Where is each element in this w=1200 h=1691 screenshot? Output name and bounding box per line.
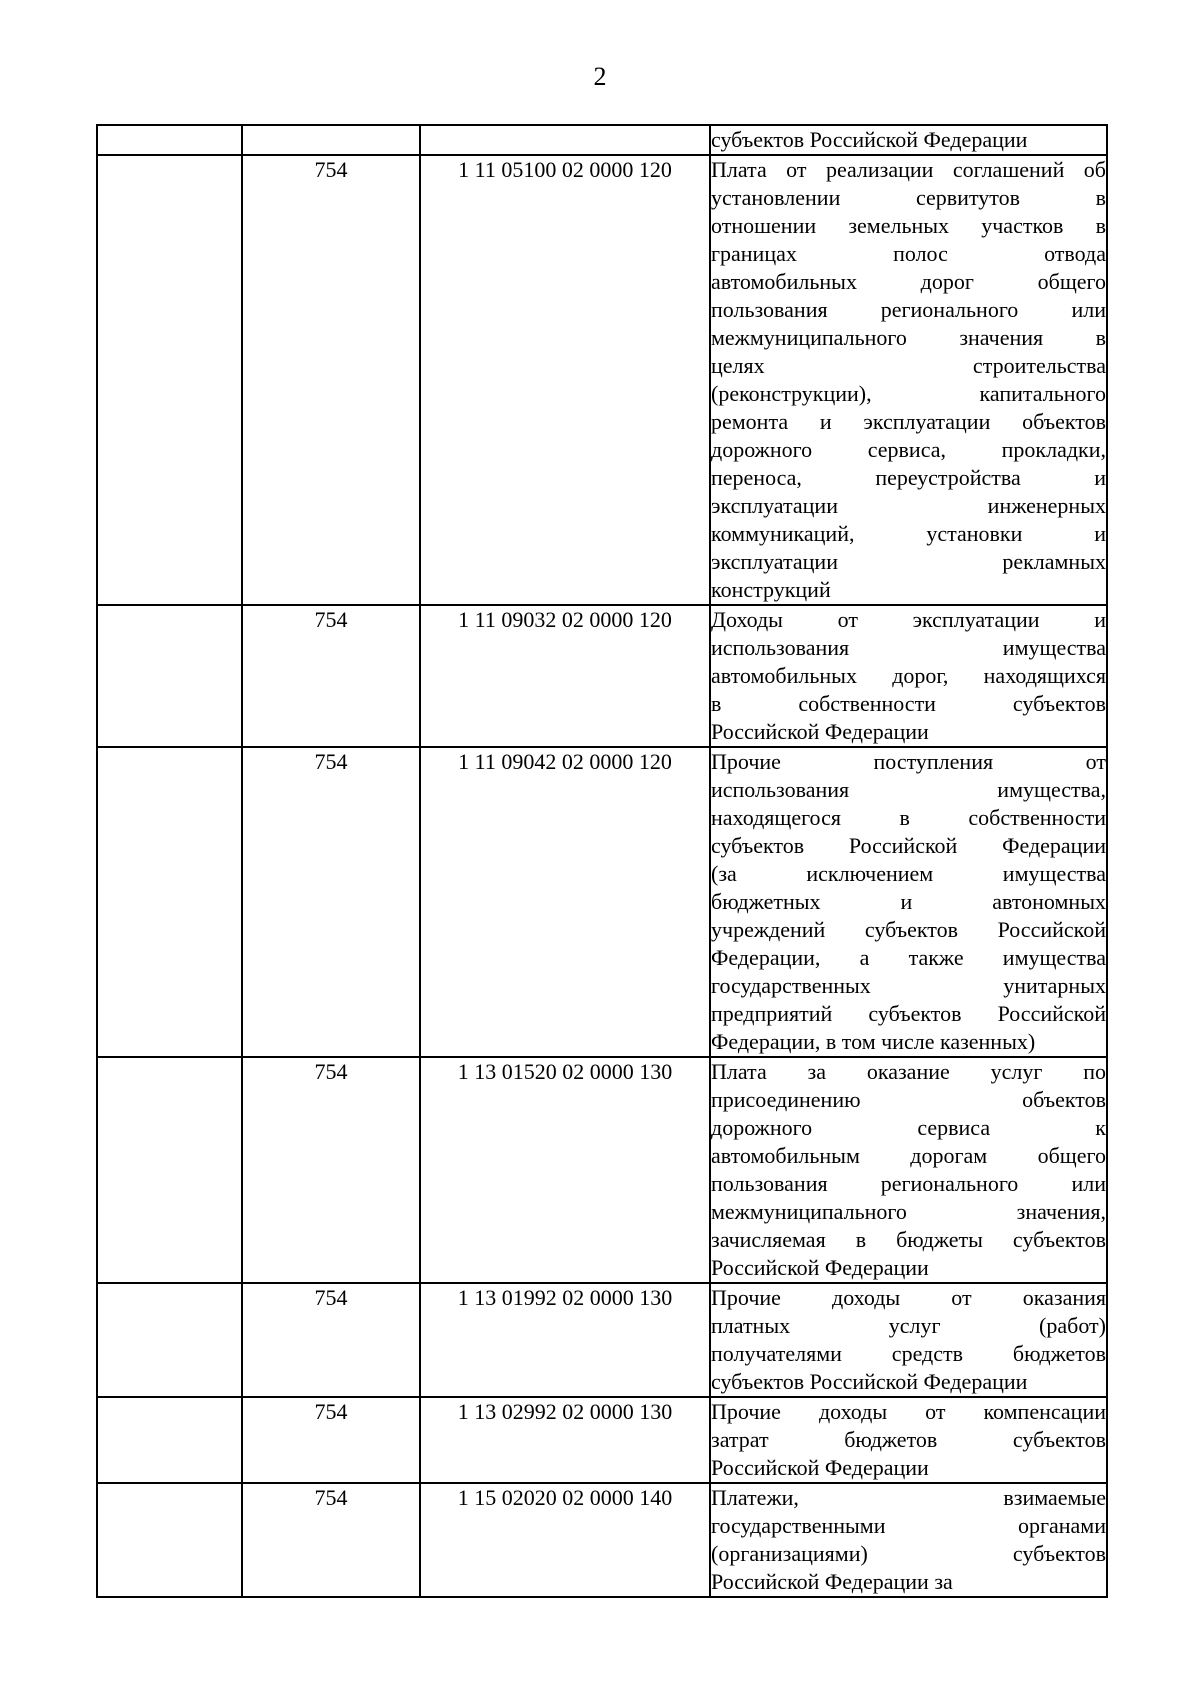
description-line: границах полос отвода	[711, 241, 1106, 266]
admin-code-cell: 754	[242, 155, 420, 605]
page-number: 2	[593, 62, 607, 91]
description-cell	[710, 747, 1107, 1057]
row-blank-cell	[97, 1397, 242, 1483]
budget-code-cell	[420, 125, 710, 155]
description-line: получателями средств бюджетов	[711, 1341, 1106, 1366]
table-row	[97, 1483, 1107, 1597]
description-line: дорожного сервиса к	[711, 1115, 1106, 1140]
description-line: пользования регионального или	[711, 1171, 1106, 1196]
table-row	[97, 155, 1107, 605]
description-line: субъектов Российской Федерации	[711, 1369, 1028, 1394]
description-line: (реконструкции), капитального	[711, 381, 1106, 406]
description-line: затрат бюджетов субъектов	[711, 1427, 1106, 1452]
description-line: предприятий субъектов Российской	[711, 1001, 1106, 1026]
description-line: Федерации, а также имущества	[711, 945, 1106, 970]
description-line: использования имущества	[711, 635, 1106, 660]
budget-code-cell: 1 11 09042 02 0000 120	[420, 747, 710, 1057]
description-line: Российской Федерации за	[711, 1569, 953, 1594]
description-line: Плата за оказание услуг по	[711, 1059, 1106, 1084]
description-line: автомобильным дорогам общего	[711, 1143, 1106, 1168]
description-line: Российской Федерации	[711, 1255, 929, 1280]
revenue-codes-table	[96, 124, 1108, 1598]
description-line: переноса, переустройства и	[711, 465, 1106, 490]
description-cell	[710, 1057, 1107, 1283]
description-line: ремонта и эксплуатации объектов	[711, 409, 1106, 434]
admin-code-cell: 754	[242, 1397, 420, 1483]
description-line: Российской Федерации	[711, 1455, 929, 1480]
budget-code-cell: 1 15 02020 02 0000 140	[420, 1483, 710, 1597]
description-line: Прочие поступления от	[711, 749, 1106, 774]
description-line: пользования регионального или	[711, 297, 1106, 322]
description-line: учреждений субъектов Российской	[711, 917, 1106, 942]
admin-code-cell	[242, 125, 420, 155]
description-cell	[710, 125, 1107, 155]
description-line: (организациями) субъектов	[711, 1541, 1106, 1566]
budget-code-cell: 1 13 01520 02 0000 130	[420, 1057, 710, 1283]
description-cell	[710, 1483, 1107, 1597]
description-line: бюджетных и автономных	[711, 889, 1106, 914]
description-cell	[710, 605, 1107, 747]
description-line: межмуниципального значения в	[711, 325, 1106, 350]
admin-code-cell: 754	[242, 747, 420, 1057]
description-line: находящегося в собственности	[711, 805, 1106, 830]
table-row	[97, 1397, 1107, 1483]
description-line: дорожного сервиса, прокладки,	[711, 437, 1106, 462]
description-line: государственными органами	[711, 1513, 1106, 1538]
description-line: эксплуатации инженерных	[711, 493, 1106, 518]
row-blank-cell	[97, 1057, 242, 1283]
description-line: установлении сервитутов в	[711, 185, 1106, 210]
description-cell	[710, 1283, 1107, 1397]
admin-code-cell: 754	[242, 1057, 420, 1283]
description-line: Доходы от эксплуатации и	[711, 607, 1106, 632]
row-blank-cell	[97, 605, 242, 747]
description-line: использования имущества,	[711, 777, 1106, 802]
table-body	[97, 125, 1107, 1597]
description-line: коммуникаций, установки и	[711, 521, 1106, 546]
description-line: Платежи, взимаемые	[711, 1485, 1106, 1510]
table-row	[97, 125, 1107, 155]
description-line: государственных унитарных	[711, 973, 1106, 998]
row-blank-cell	[97, 1483, 242, 1597]
description-line: автомобильных дорог, находящихся	[711, 663, 1106, 688]
row-blank-cell	[97, 155, 242, 605]
table-row	[97, 1283, 1107, 1397]
budget-code-cell: 1 13 01992 02 0000 130	[420, 1283, 710, 1397]
description-line: автомобильных дорог общего	[711, 269, 1106, 294]
description-line: (за исключением имущества	[711, 861, 1106, 886]
description-line: Российской Федерации	[711, 719, 929, 744]
description-line: присоединению объектов	[711, 1087, 1106, 1112]
table-row	[97, 605, 1107, 747]
budget-code-cell: 1 13 02992 02 0000 130	[420, 1397, 710, 1483]
description-line: зачисляемая в бюджеты субъектов	[711, 1227, 1106, 1252]
admin-code-cell: 754	[242, 1283, 420, 1397]
description-line: в собственности субъектов	[711, 691, 1106, 716]
admin-code-cell: 754	[242, 1483, 420, 1597]
description-line: конструкций	[711, 577, 831, 602]
row-blank-cell	[97, 1283, 242, 1397]
description-line: Прочие доходы от компенсации	[711, 1399, 1106, 1424]
admin-code-cell: 754	[242, 605, 420, 747]
budget-code-cell: 1 11 05100 02 0000 120	[420, 155, 710, 605]
description-line: субъектов Российской Федерации	[711, 833, 1106, 858]
budget-code-cell: 1 11 09032 02 0000 120	[420, 605, 710, 747]
row-blank-cell	[97, 747, 242, 1057]
table-row	[97, 1057, 1107, 1283]
description-line: целях строительства	[711, 353, 1106, 378]
description-line: эксплуатации рекламных	[711, 549, 1106, 574]
table-row	[97, 747, 1107, 1057]
description-line: Плата от реализации соглашений об	[711, 157, 1106, 182]
description-cell	[710, 155, 1107, 605]
description-line: межмуниципального значения,	[711, 1199, 1106, 1224]
description-cell	[710, 1397, 1107, 1483]
description-line: Федерации, в том числе казенных)	[711, 1029, 1036, 1054]
description-line: Прочие доходы от оказания	[711, 1285, 1106, 1310]
description-line: субъектов Российской Федерации	[711, 127, 1028, 152]
description-line: платных услуг (работ)	[711, 1313, 1106, 1338]
row-blank-cell	[97, 125, 242, 155]
description-line: отношении земельных участков в	[711, 213, 1106, 238]
